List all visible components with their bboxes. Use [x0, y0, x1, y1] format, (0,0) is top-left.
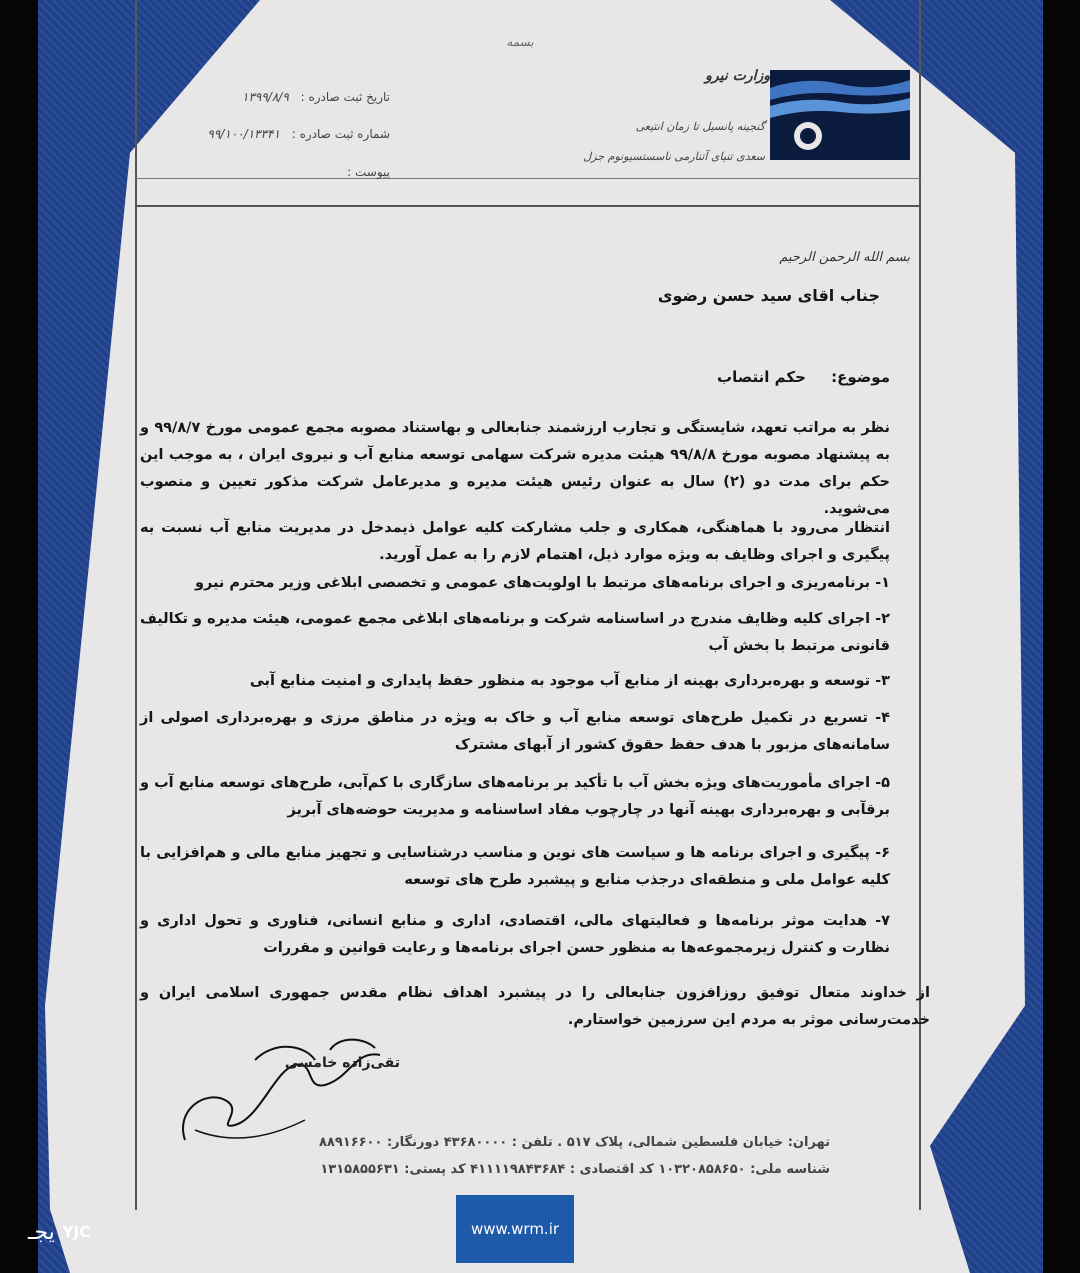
addressee: جناب اقای سید حسن رضوی: [657, 286, 880, 305]
ministry-name: وزارت نیرو: [705, 68, 770, 84]
issue-date-value: ۱۳۹۹/۸/۹: [242, 90, 289, 104]
list-item: ۵- اجرای مأموریت‌های ویژه بخش آب با تأکید بر برنامه‌های سازگاری با کم‌آبی، طرح‌های توسعه منابع آب و برقآبی و بهره‌برداری بهینه آنها در چارچوب مفاد اساسنامه و مدیریت حوضه‌های آبریز: [140, 775, 890, 818]
paragraph-1: نظر به مراتب تعهد، شایستگی و تجارب ارزشمند جنابعالی و بهاستناد مصوبه مجمع عمومی مورخ ۹۹/۸/۷ و به پیشنهاد مصوبه مورخ ۹۹/۸/۸ هیئت مدیره شرکت سهامی توسعه منابع آب و نیروی ایران ، به موجب این حکم برای مدت دو (۲) سال به عنوان رئیس هیئت مدیره و مدیرعامل شرکت مذکور تعیین و منصوب می‌شوید.: [140, 420, 891, 517]
ministry-logo-icon: [770, 70, 910, 160]
list-item: ۲- اجرای کلیه وظایف مندرج در اساسنامه شرکت و برنامه‌های ابلاغی مجمع عمومی، هیئت مدیره و تکالیف قانونی مرتبط با بخش آب: [140, 611, 890, 654]
signer-name: تقی‌زاده خامسی: [284, 1055, 400, 1071]
list-item: ۴- تسریع در تکمیل طرح‌های توسعه منابع آب و خاک به ویژه در مناطق مرزی و بهره‌برداری اصولی از سامانه‌های مزبور با هدف حفظ حقوق کشور از آبهای مشترک: [140, 710, 890, 753]
subject-label: موضوع:: [831, 368, 890, 386]
header-rule-bold: [135, 205, 921, 207]
list-item: ۷- هدایت موثر برنامه‌ها و فعالیتهای مالی، اقتصادی، اداری و منابع انسانی، فناوری و تحول اداری و نظارت و کنترل زیرمجموعه‌ها به منظور حسن اجرای برنامه‌ها و رعایت قوانین و مقررات: [140, 913, 890, 956]
issue-number-label: شماره ثبت صادره :: [291, 127, 390, 141]
ministry-subtitle-2: سعدی تنیای آتنارمی ناسستسیونوم جزل: [583, 150, 765, 163]
yjc-label: YJC: [62, 1223, 91, 1241]
issue-number: [200, 127, 390, 141]
black-left-border: [0, 0, 38, 1273]
bism-text: بسمه: [506, 35, 534, 49]
issue-date: [200, 90, 390, 104]
closing-paragraph: از خداوند متعال توفیق روزافزون جنابعالی را در پیشبرد اهداف نظام مقدس جمهوری اسلامی ایران و خدمت‌رسانی موثر به مردم این سرزمین خواستارم.: [140, 985, 930, 1028]
attachment-label: پیوست :: [347, 165, 390, 179]
yjc-logo-icon: یجـ: [28, 1219, 55, 1245]
subject-line: [600, 368, 890, 386]
salutation: بسم الله الرحمن الرحیم: [779, 250, 910, 265]
paragraph-2: انتظار می‌رود با هماهنگی، همکاری و جلب مشارکت کلیه عوامل ذیمدخل در مدیریت منابع آب نسبت به پیگیری و اجرای وظایف به ویژه موارد ذیل، اهتمام لازم را به عمل آورید.: [140, 520, 890, 563]
issue-date-label: تاریخ ثبت صادره :: [300, 90, 390, 104]
website-link[interactable]: www.wrm.ir: [456, 1195, 574, 1263]
list-item: ۱- برنامه‌ریزی و اجرای برنامه‌های مرتبط با اولویت‌های عمومی و تخصصی ابلاغی وزیر محترم نیرو: [194, 575, 890, 591]
list-item: ۳- توسعه و بهره‌برداری بهینه از منابع آب موجود به منظور حفظ پایداری و امنیت منابع آبی: [249, 673, 890, 689]
issue-number-value: ۹۹/۱۰۰/۱۳۳۴۱: [207, 127, 280, 141]
list-item: ۶- پیگیری و اجرای برنامه ها و سیاست های نوین و مناسب درشناسایی و تجهیز منابع مالی و هم‌افزایی با کلیه عوامل ملی و منطقه‌ای درجذب منابع و پیشبرد طرح های توسعه: [140, 845, 890, 888]
ministry-subtitle-1: گنجینه پانسیل تا زمان انتیعی: [635, 120, 765, 133]
black-right-border: [1043, 0, 1080, 1273]
attachment: [200, 165, 390, 179]
subject-value: حکم انتصاب: [717, 368, 806, 386]
footer-address: تهران: خیابان فلسطین شمالی، پلاک ۵۱۷ . تلفن : ۴۳۶۸۰۰۰۰ دورنگار: ۸۸۹۱۶۶۰۰: [318, 1135, 830, 1150]
yjc-watermark: [28, 1215, 118, 1249]
handwritten-signature: [165, 1030, 405, 1150]
footer-ids: شناسه ملی: ۱۰۳۲۰۸۵۸۶۵۰ کد اقتصادی : ۴۱۱۱۱۹۸۴۳۶۸۴ کد پستی: ۱۳۱۵۸۵۵۶۳۱: [320, 1162, 830, 1177]
